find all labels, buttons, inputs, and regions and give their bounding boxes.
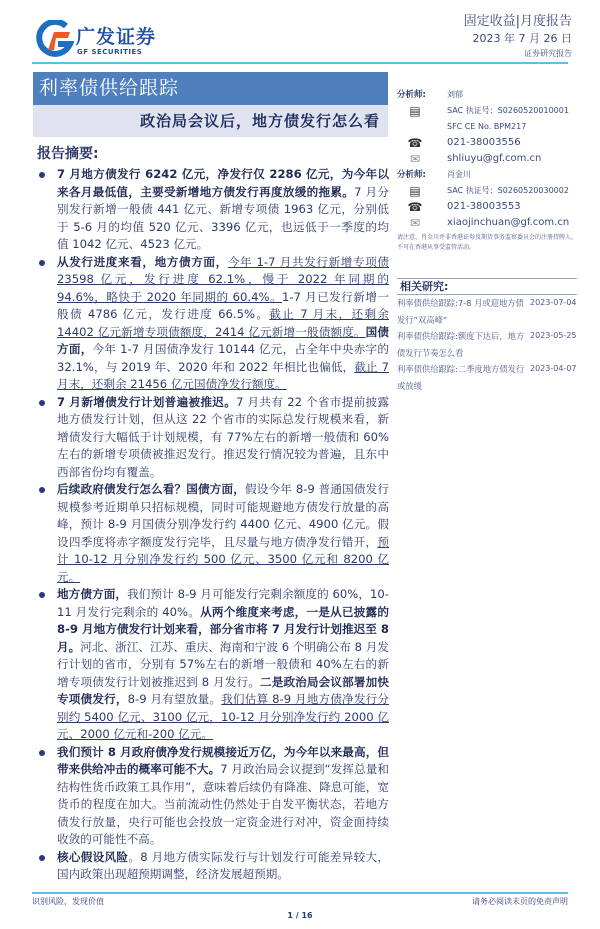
body-text: 7 月共有 22 个省市提前披露地方债发行计划，但从这 22 个省市的实际总发行规模来看，新增债发行大幅低于计划规模，有 77%左右的新增一般债和 60%左右的新增专项债被推迟发行。推迟发行情况较为普遍，且东中西部省份均有覆盖。 xyxy=(57,394,390,479)
body-text: 。8 月地方债实际发行与计划发行可能差异较大，国内政策出现超预期调整，经济发展超预期。 xyxy=(57,849,389,881)
underlined-text: 截止 7 月末，还剩余 14402 亿元新增专项债额度，2414 亿元新增一般债额度。 xyxy=(57,307,389,339)
header-divider xyxy=(32,62,568,64)
bold-text: 7 月地方债发行 6242 亿元，净发行仅 2286 亿元，为今年以来各月最低值，主要受新增地方债发行再度放缓的拖累。 xyxy=(57,167,389,199)
mail-icon: ✉ xyxy=(409,152,421,166)
sac-row xyxy=(397,183,577,199)
body-text: 我们预计 8-9 月可能发行完剩余额度的 60%，10-11 月发行完剩余的 40%。 xyxy=(57,587,389,619)
logo-mark-icon xyxy=(36,20,74,58)
bold-text: 后续政府债发行怎么看？国债方面， xyxy=(57,482,246,496)
summary-bullet xyxy=(37,481,389,586)
summary-bullet xyxy=(37,586,389,744)
analyst-1-row xyxy=(397,87,577,103)
related-research-heading: 相关研究: xyxy=(400,280,449,293)
sac-row xyxy=(397,103,577,119)
email-row xyxy=(397,151,577,167)
related-date: 2023-07-04 xyxy=(530,298,577,307)
logo-en: GF SECURITIES xyxy=(77,48,143,56)
bold-text: 核心假设风险 xyxy=(57,849,129,864)
body-text: 7 月分别发行新增一般债 441 亿元、新增专项债 1963 亿元，分别低于 5-6 月的均值 520 亿元、3396 亿元，也远低于一季度的均值 1042 亿元、4523 亿元。 xyxy=(57,184,389,251)
summary-bullet xyxy=(37,849,389,884)
summary-heading: 报告摘要: xyxy=(37,146,99,162)
bold-text: 从两个维度来考虑，一是从已披露的 8-9 月地方债发行计划来看，部分省市将 7 月发行计划推迟至 8 月。 xyxy=(57,604,389,654)
email[interactable]: xiaojinchuan@gf.com.cn xyxy=(447,217,570,228)
analyst-label: 分析师: xyxy=(397,170,426,180)
related-research xyxy=(397,278,577,394)
mail-icon: ✉ xyxy=(409,216,421,230)
bullet-icon xyxy=(39,172,45,178)
report-title: 利率债供给跟踪 xyxy=(33,72,388,105)
summary-bullet xyxy=(37,744,389,849)
body-text: 假设今年 8-9 普通国债发行规模参考近期单只招标规模，同时可能规避地方债发行放量的高峰，预计 8-9 月国债分别净发行约 4400 亿元、4900 亿元。假设四季度将赤字额度发行完毕，且尽量与地方债净发行错开， xyxy=(57,482,389,549)
body-text: 今年 1-7 月国债净发行 10144 亿元，占全年中央赤字的 32.1%，与 2019 年、2020 年和 2022 年相比也偏低， xyxy=(57,342,389,374)
related-title[interactable]: 利率债供给跟踪:7-8 月或迎地方债发行“双高峰” xyxy=(397,298,524,325)
footer-disclaimer: 请务必阅读末页的免责声明 xyxy=(472,897,568,906)
body-text: 1-7 月已发行新增一般债 4786 亿元，发行进度 66.5%。 xyxy=(57,289,389,321)
sac-number: SAC 执证号：S0260520010001 xyxy=(447,106,569,115)
underlined-text: 今年 1-7 月共发行新增专项债 23598 亿元，发行进度 62.1%，慢于 2022 年同期的 94.6%，略快于 2020 年同期的 60.4%。 xyxy=(57,254,389,304)
summary-bullet xyxy=(37,166,389,254)
bullet-icon xyxy=(39,400,45,406)
body-text: 河北、浙江、江苏、重庆、海南和宁波 6 个明确公布 8 月发行计划的省市，分别有 57%左右的新增一般债和 40%左右的新增专项债发行计划被推迟到 8 月发行。 xyxy=(57,639,389,689)
underlined-text: 预计 10-12 月分别净发行约 500 亿元、3500 亿元和 8200 亿元。 xyxy=(57,534,389,584)
bold-text: 地方债方面， xyxy=(57,587,128,601)
related-item[interactable] xyxy=(397,328,577,361)
report-subtitle: 政治局会议后，地方债发行怎么看 xyxy=(33,105,388,137)
body-text: 7 月政治局会议提到“发挥总量和结构性货币政策工具作用”，意味着后续仍有降准、降息可能，宽货币的程度在加大。当前流动性仍然处于自发平衡状态，若地方债发行放量，央行可能也会投放一定资金进行对冲，资金面持续收敛的可能性不高。 xyxy=(57,762,389,846)
related-title[interactable]: 利率债供给跟踪:二季度地方债发行或放缓 xyxy=(397,364,525,391)
related-item[interactable] xyxy=(397,361,577,394)
summary-bullet xyxy=(37,254,389,394)
bold-text: 我们预计 8 月政府债净发行规模接近万亿，为今年以来最高，但带来供给冲击的概率可能不大。 xyxy=(57,744,389,776)
bullet-icon xyxy=(39,487,45,493)
sfc-number: SFC CE No. BPM217 xyxy=(447,122,527,131)
license-note: 请注意，肖金川并非香港证券及期货事务监察委员会的注册持牌人，不可在香港从事受监管活动。 xyxy=(397,234,578,251)
analyst-label: 分析师: xyxy=(397,90,426,100)
bold-text: 国债方面， xyxy=(57,324,389,356)
email[interactable]: shliuyu@gf.com.cn xyxy=(447,153,542,164)
analyst-name: 刘郁 xyxy=(447,90,463,99)
bold-text: 从发行进度来看，地方债方面， xyxy=(57,254,228,269)
bullet-icon xyxy=(39,855,45,861)
page-number: 1 / 16 xyxy=(287,911,313,920)
phone: 021-38003553 xyxy=(447,201,521,212)
certificate-icon: ▤ xyxy=(409,104,421,118)
summary-bullet xyxy=(37,394,389,482)
sfc-row xyxy=(397,119,577,135)
analyst-2-row xyxy=(397,167,577,183)
phone-icon: ☎ xyxy=(407,136,423,150)
bold-text: 二是政治局会议部署加快专项债发行， xyxy=(57,674,389,706)
related-date: 2023-05-25 xyxy=(530,331,577,340)
email-row xyxy=(397,215,577,231)
bullet-icon xyxy=(39,592,45,598)
body-text: 8-9 月有望放量。 xyxy=(127,692,222,706)
summary-body xyxy=(37,166,389,884)
bold-text: 7 月新增债发行计划普遍被推迟。 xyxy=(57,394,237,409)
analyst-info xyxy=(397,87,577,253)
footer-divider xyxy=(32,892,568,894)
analyst-name: 肖金川 xyxy=(447,170,471,179)
sac-number: SAC 执证号：S0260520030002 xyxy=(447,186,569,195)
report-date: 2023 年 7 月 26 日 xyxy=(472,32,572,45)
phone-row xyxy=(397,199,577,215)
underlined-text: 我们估算 8-9 月地方债净发行分别约 5400 亿元、3100 亿元，10-12 月分别净发行约 2000 亿元、2000 亿元和-200 亿元。 xyxy=(57,692,389,741)
phone-icon: ☎ xyxy=(407,200,423,214)
related-date: 2023-04-07 xyxy=(530,364,577,373)
related-item[interactable] xyxy=(397,295,577,328)
underlined-text: 截止 7 月末，还剩余 21456 亿元国债净发行额度。 xyxy=(57,359,390,391)
bullet-icon xyxy=(39,260,45,266)
phone-row xyxy=(397,135,577,151)
related-title[interactable]: 利率债供给跟踪:额度下达后，地方债发行节奏怎么看 xyxy=(397,331,525,358)
certificate-icon: ▤ xyxy=(409,184,421,198)
related-research-list xyxy=(397,295,577,394)
report-type: 证券研究报告 xyxy=(524,49,572,58)
logo-cn: 广发证券 xyxy=(76,26,157,48)
bullet-icon xyxy=(39,750,45,756)
gf-securities-logo xyxy=(36,20,166,60)
report-category: 固定收益|月度报告 xyxy=(463,14,572,29)
footer-slogan: 识别风险，发现价值 xyxy=(32,897,104,906)
phone: 021-38003556 xyxy=(447,137,521,148)
